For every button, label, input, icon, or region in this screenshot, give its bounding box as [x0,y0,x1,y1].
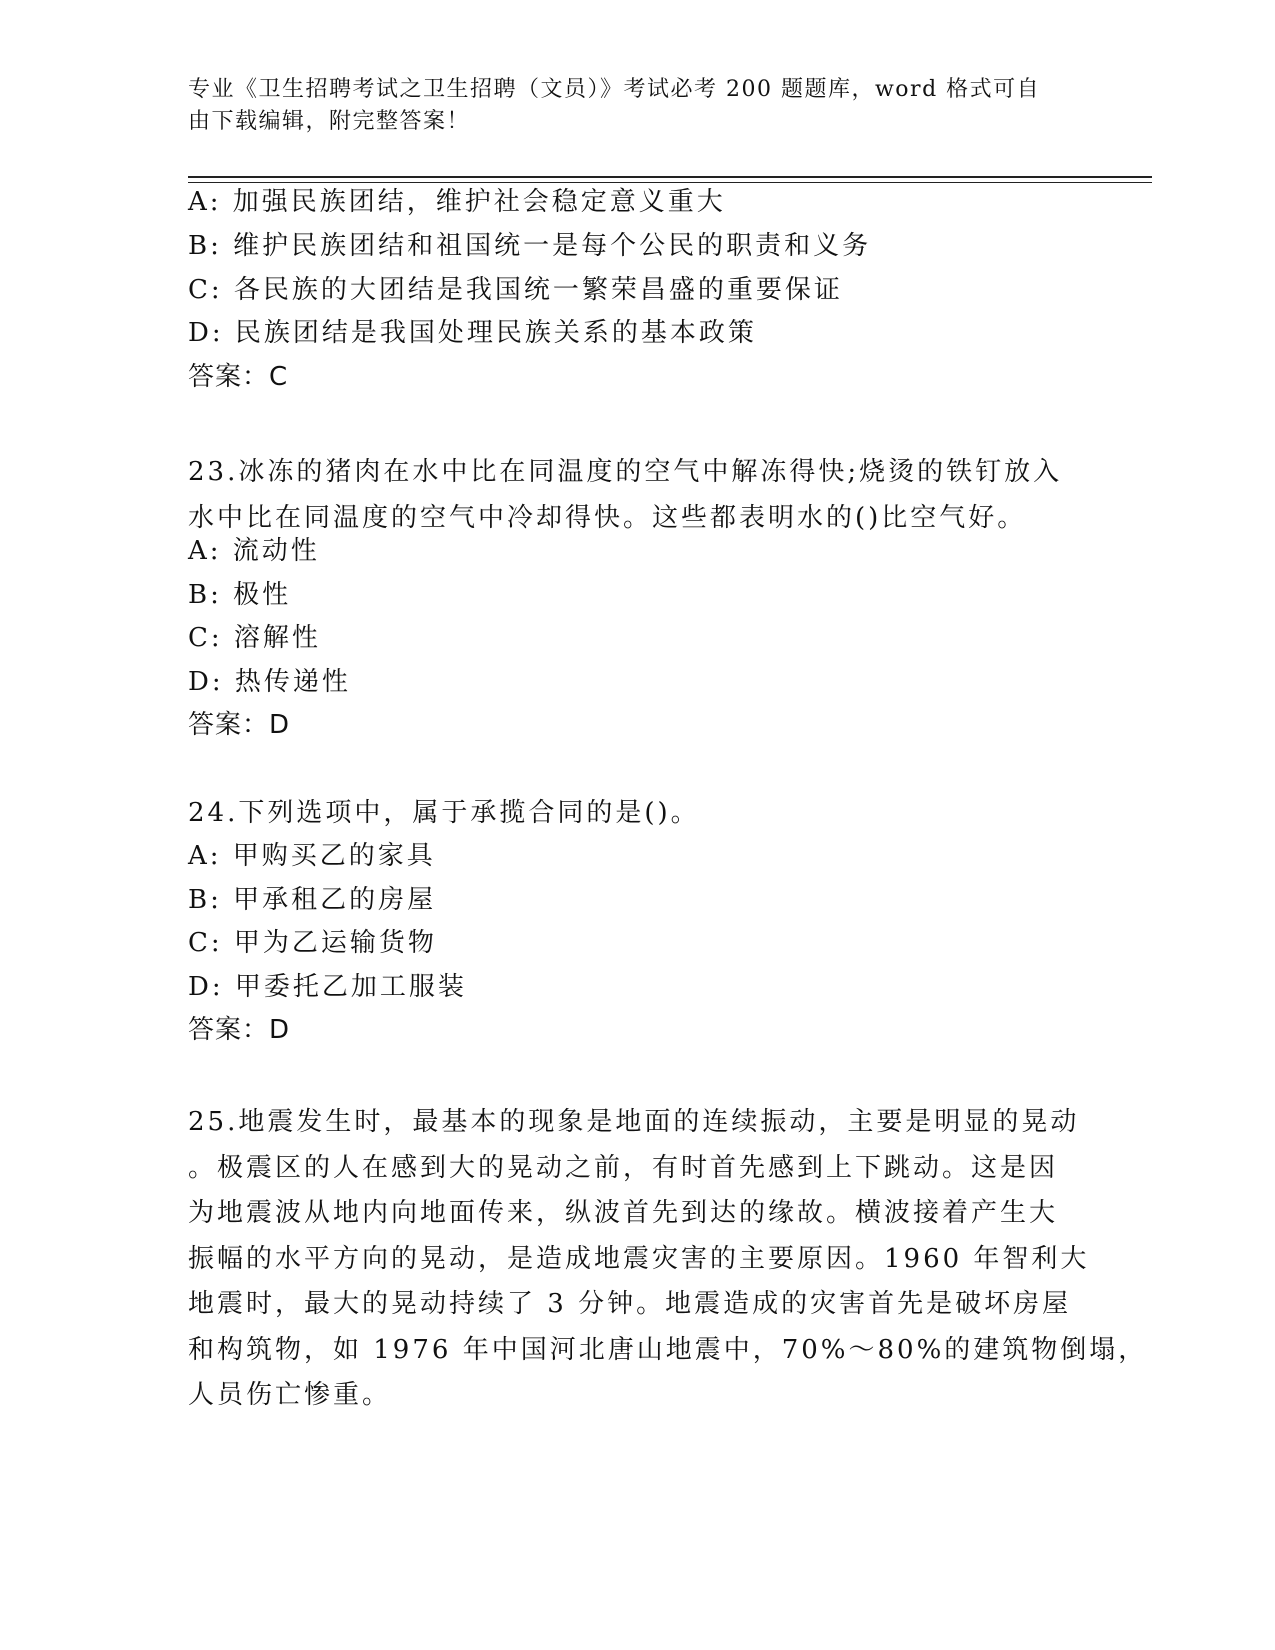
q24-answer: 答案：D [188,1015,291,1045]
q22-option-c: C: 各民族的大团结是我国统一繁荣昌盛的重要保证 [188,275,843,305]
q23-answer: 答案：D [188,710,291,740]
q25-stem-line-6: 和构筑物，如 1976 年中国河北唐山地震中，70%～80%的建筑物倒塌， [188,1334,1148,1365]
q23-stem-line-1: 23.冰冻的猪肉在水中比在同温度的空气中解冻得快;烧烫的铁钉放入 [188,457,1063,487]
q23-option-d: D: 热传递性 [188,667,351,697]
q23-option-b: B: 极性 [188,580,292,610]
q23-stem [188,450,1078,541]
q25-stem-line-3: 为地震波从地内向地面传来，纵波首先到达的缘故。横波接着产生大 [188,1198,1059,1228]
q22-option-d: D: 民族团结是我国处理民族关系的基本政策 [188,318,757,348]
header-line-1: 专业《卫生招聘考试之卫生招聘（文员）》考试必考 200 题题库，word 格式可自 [188,77,1041,102]
q25-stem-line-2: 。极震区的人在感到大的晃动之前，有时首先感到上下跳动。这是因 [188,1152,1059,1183]
q23-option-a: A: 流动性 [188,536,320,566]
q24-option-b: B: 甲承租乙的房屋 [188,885,437,915]
q25-stem-line-1: 25.地震发生时，最基本的现象是地面的连续振动，主要是明显的晃动 [188,1107,1080,1137]
q25-stem-line-5: 地震时，最大的晃动持续了 3 分钟。地震造成的灾害首先是破坏房屋 [188,1289,1072,1319]
document-header [188,74,1068,138]
q24-option-a: A: 甲购买乙的家具 [188,841,436,871]
q24-stem: 24.下列选项中，属于承揽合同的是()。 [188,798,700,828]
q25-stem [188,1100,1148,1419]
q22-answer: 答案：C [188,362,289,392]
q24-option-d: D: 甲委托乙加工服装 [188,972,467,1002]
q22-option-b: B: 维护民族团结和祖国统一是每个公民的职责和义务 [188,231,872,261]
q23-stem-line-2: 水中比在同温度的空气中冷却得快。这些都表明水的()比空气好。 [188,502,1027,533]
q23-option-c: C: 溶解性 [188,623,321,653]
q25-stem-line-7: 人员伤亡惨重。 [188,1380,392,1410]
q25-stem-line-4: 振幅的水平方向的晃动，是造成地震灾害的主要原因。1960 年智利大 [188,1243,1090,1274]
q24-option-c: C: 甲为乙运输货物 [188,928,437,958]
header-line-2: 由下载编辑，附完整答案！ [188,109,471,134]
header-divider-thin [188,182,1152,183]
q22-option-a: A: 加强民族团结，维护社会稳定意义重大 [188,187,726,217]
header-divider-thick [188,176,1152,178]
